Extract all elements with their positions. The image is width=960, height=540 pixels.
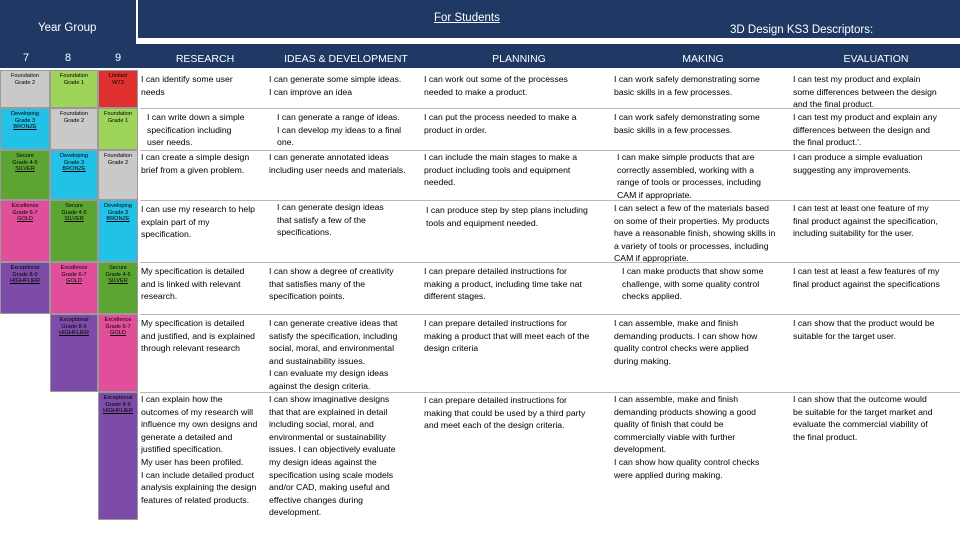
y9-grade-cell: Foundation Grade 1 [98,108,138,150]
planning-header: PLANNING [424,50,614,68]
y8-grade-cell: Foundation Grade 1 [50,70,98,108]
y8-grade-cell: Secure Grade 4-5 SILVER [50,200,98,262]
research-header: RESEARCH [140,50,270,68]
y9-grade-cell: Exceptional Grade 8-9 HIGHFLIER [98,392,138,520]
planning-text: I can include the main stages to make a product including tools and equipment needed. [424,152,578,188]
y9-grade-cell: Secure Grade 4-5 SILVER [98,262,138,314]
making-text: I can select a few of the materials based on some of their properties. My products have a reasonable finish, showing skills in a variety of tools or processes, including CAM if appropriate. [614,203,776,264]
research-text: I can use my research to help explain part of my specification. [141,204,255,240]
main-title-bar [138,0,960,38]
y8-grade-cell: Foundation Grade 2 [50,108,98,150]
making-text: I can make products that show some challenge, with some quality control checks applied. [622,266,764,302]
research-text: I can create a simple design brief from a given problem. [141,152,250,175]
ideas-text: I can generate creative ideas that satisfy the specification, including social, moral, and environmental and sustainability issues. I can evaluate my design ideas against the design criteria. [269,318,398,391]
planning-text: I can put the process needed to make a product in order. [424,112,577,135]
y9-grade-cell: Limited WT3 [98,70,138,108]
making-text: I can assemble, make and finish demanding products. I can show how quality control checks were applied during making. [614,318,758,366]
evaluation-text: I can show that the outcome would be suitable for the target market and evaluate the commercial viability of the final product. [793,394,933,442]
making-text: I can assemble, make and finish demanding products showing a good quality of finish that could be commercially viable with further development. I can show how quality control checks were applied during making. [614,394,760,480]
evaluation-text: I can test my product and explain some differences between the design and the final product. [793,74,937,110]
making-text: I can work safely demonstrating some basic skills in a few processes. [614,74,760,97]
y7-grade-cell: Secure Grade 4-5 SILVER [0,150,50,200]
ideas-text: I can generate annotated ideas including user needs and materials. [269,152,406,175]
research-text: My specification is detailed and is linked with relevant research. [141,266,245,302]
y7-grade-cell: Developing Grade 3 BRONZE [0,108,50,150]
row-divider [140,200,960,201]
y9-grade-cell: Excellence Grade 6-7 GOLD [98,314,138,392]
evaluation-text: I can test at least a few features of my final product against the specifications [793,266,940,289]
y8-grade-cell: Excellence Grade 6-7 GOLD [50,262,98,314]
planning-text: I can work out some of the processes needed to make a product. [424,74,568,97]
making-text: I can work safely demonstrating some basic skills in a few processes. [614,112,760,135]
research-text: I can write down a simple specification including user needs. [147,112,245,148]
y7-grade-cell: Excellence Grade 6-7 GOLD [0,200,50,262]
research-text: I can identify some user needs [141,74,233,97]
y8-grade-cell: Exceptional Grade 8-9 HIGHFLIER [50,314,98,392]
row-divider [140,262,960,263]
y9-grade-cell: Foundation Grade 2 [98,150,138,200]
ideas-text: I can generate design ideas that satisfy a few of the specifications. [277,202,384,238]
year-8-header: 8 [64,52,72,64]
ideas-text: I can generate some simple ideas. I can improve an idea [269,74,402,97]
planning-text: I can prepare detailed instructions for making a product, including time take nat different stages. [424,266,582,302]
year-7-header: 7 [22,52,30,64]
y7-grade-cell: Exceptional Grade 8-9 HIGHFLIER [0,262,50,314]
planning-text: I can prepare detailed instructions for making that could be used by a third party and meet each of the design criteria. [424,395,586,431]
evaluation-text: I can test my product and explain any differences between the design and the final product.'. [793,112,937,148]
planning-text: I can prepare detailed instructions for making a product that will meet each of the design criteria [424,318,590,354]
evaluation-header: EVALUATION [792,50,960,68]
evaluation-text: I can test at least one feature of my final product against the specification, including suitability for the user. [793,203,938,239]
year-group-header [0,0,136,50]
making-header: MAKING [614,50,792,68]
research-text: My specification is detailed and justified, and is explained through relevant research [141,318,255,354]
row-divider [140,314,960,315]
ideas-text: I can show a degree of creativity that satisfies many of the specification points. [269,266,394,302]
ideas-text: I can generate a range of ideas. I can develop my ideas to a final one. [277,112,402,148]
ideas-text: I can show imaginative designs that that are explained in detail including social, moral, and environmental or sustainability issues. I can objectively evaluate my design ideas against the specification using scale models and/or CAD, making useful and effective changes during development. [269,394,396,518]
page-title: 3D Design KS3 Descriptors: For Students [434,12,874,36]
making-text: I can make simple products that are correctly assembled, working with a range of tools or processes, including CAM if appropriate. [617,152,761,200]
y7-grade-cell: Foundation Grade 2 [0,70,50,108]
planning-text: I can produce step by step plans including tools and equipment needed. [426,205,588,228]
evaluation-text: I can show that the product would be suitable for the target user. [793,318,935,341]
year-group-title: Year Group [38,22,97,34]
y8-grade-cell: Developing Grade 3 BRONZE [50,150,98,200]
y9-grade-cell: Developing Grade 3 BRONZE [98,200,138,262]
year-9-header: 9 [114,52,122,64]
research-text: I can explain how the outcomes of my research will influence my own designs and generate a detailed and justified specification. My user has been profiled. I can include detailed product analysis explaining the design features of related products. [141,394,258,505]
ideas-header: IDEAS & DEVELOPMENT [270,50,422,68]
evaluation-text: I can produce a simple evaluation suggesting any improvements. [793,152,923,175]
